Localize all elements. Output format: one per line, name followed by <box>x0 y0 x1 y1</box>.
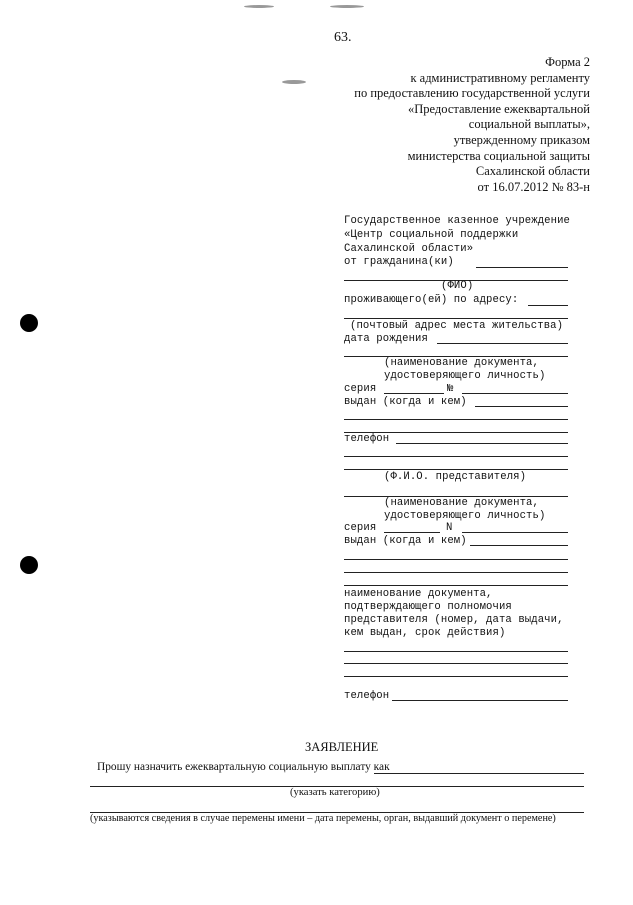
authority-doc-label: наименование документа, <box>344 588 493 600</box>
form-header-line: по предоставлению государственной услуги <box>354 86 590 101</box>
authority-doc-field[interactable] <box>344 663 568 664</box>
category-field[interactable] <box>374 773 584 774</box>
series-label: серия <box>344 383 377 395</box>
rep-issued-field[interactable] <box>470 545 568 546</box>
statement-title: ЗАЯВЛЕНИЕ <box>305 740 379 754</box>
rep-issued-field-cont[interactable] <box>344 572 568 573</box>
rep-number-field[interactable] <box>462 532 568 533</box>
phone-field[interactable] <box>396 443 568 444</box>
rep-issued-label: выдан (когда и кем) <box>344 535 467 547</box>
phone-label: телефон <box>344 433 390 445</box>
form-header <box>290 55 590 195</box>
form-header-line: от 16.07.2012 № 83-н <box>477 179 590 194</box>
rep-issued-field-cont[interactable] <box>344 585 568 586</box>
rep-phone-label: телефон <box>344 690 390 702</box>
recipient-line: Государственное казенное учреждение <box>344 215 571 227</box>
rep-issued-field-cont[interactable] <box>344 559 568 560</box>
statement-request: Прошу назначить ежеквартальную социальную выплату как <box>97 761 390 773</box>
authority-doc-label: кем выдан, срок действия) <box>344 627 506 639</box>
hole-punch-bottom <box>20 556 38 574</box>
authority-doc-field[interactable] <box>344 676 568 677</box>
form-header-line: «Предоставление ежеквартальной <box>408 101 590 116</box>
name-change-caption: (указываются сведения в случае перемены имени – дата перемены, орган, выдавший документ о перемене) <box>90 813 556 824</box>
authority-doc-label: представителя (номер, дата выдачи, <box>344 614 564 626</box>
from-label: от гражданина(ки) <box>344 256 454 268</box>
rep-series-field[interactable] <box>384 532 440 533</box>
fio-caption: (ФИО) <box>441 280 474 292</box>
scan-speck <box>244 5 274 8</box>
form-header-line: социальной выплаты», <box>468 117 590 132</box>
issued-field[interactable] <box>475 406 568 407</box>
applicant-doc-caption: (наименование документа, <box>384 357 539 369</box>
rep-number-sign: N <box>446 522 453 534</box>
form-header-line: Форма 2 <box>545 55 590 69</box>
number-field[interactable] <box>462 393 568 394</box>
authority-doc-field[interactable] <box>344 651 568 652</box>
applicant-doc-caption: удостоверяющего личность) <box>384 370 546 382</box>
representative-field[interactable] <box>344 469 568 470</box>
from-field[interactable] <box>476 267 568 268</box>
page-number: 63. <box>334 30 352 45</box>
hole-punch-top <box>20 314 38 332</box>
rep-doc-caption: удостоверяющего личность) <box>384 510 546 522</box>
rep-doc-caption: (наименование документа, <box>384 497 539 509</box>
representative-fio-caption: (Ф.И.О. представителя) <box>384 471 527 483</box>
birth-date-field[interactable] <box>437 343 568 344</box>
address-field-cont[interactable] <box>344 318 568 319</box>
birth-date-label: дата рождения <box>344 333 428 345</box>
rep-phone-field[interactable] <box>392 700 568 701</box>
representative-field[interactable] <box>344 456 568 457</box>
address-label: проживающего(ей) по адресу: <box>344 294 519 306</box>
form-header-line: министерства социальной защиты <box>407 148 590 163</box>
issued-field-cont[interactable] <box>344 419 568 420</box>
recipient-line: Сахалинской области» <box>344 243 474 255</box>
scan-speck <box>330 5 364 8</box>
address-field[interactable] <box>528 305 568 306</box>
form-header-line: Сахалинской области <box>475 164 590 179</box>
address-caption: (почтовый адрес места жительства) <box>350 320 564 332</box>
series-field[interactable] <box>384 393 444 394</box>
issued-label: выдан (когда и кем) <box>344 396 467 408</box>
authority-doc-label: подтверждающего полномочия <box>344 601 512 613</box>
recipient-line: «Центр социальной поддержки <box>344 229 519 241</box>
form-header-line: к административному регламенту <box>410 70 590 85</box>
rep-series-label: серия <box>344 522 377 534</box>
number-sign: № <box>447 383 454 395</box>
category-caption: (указать категорию) <box>290 787 380 798</box>
form-header-line: утвержденному приказом <box>453 132 590 147</box>
